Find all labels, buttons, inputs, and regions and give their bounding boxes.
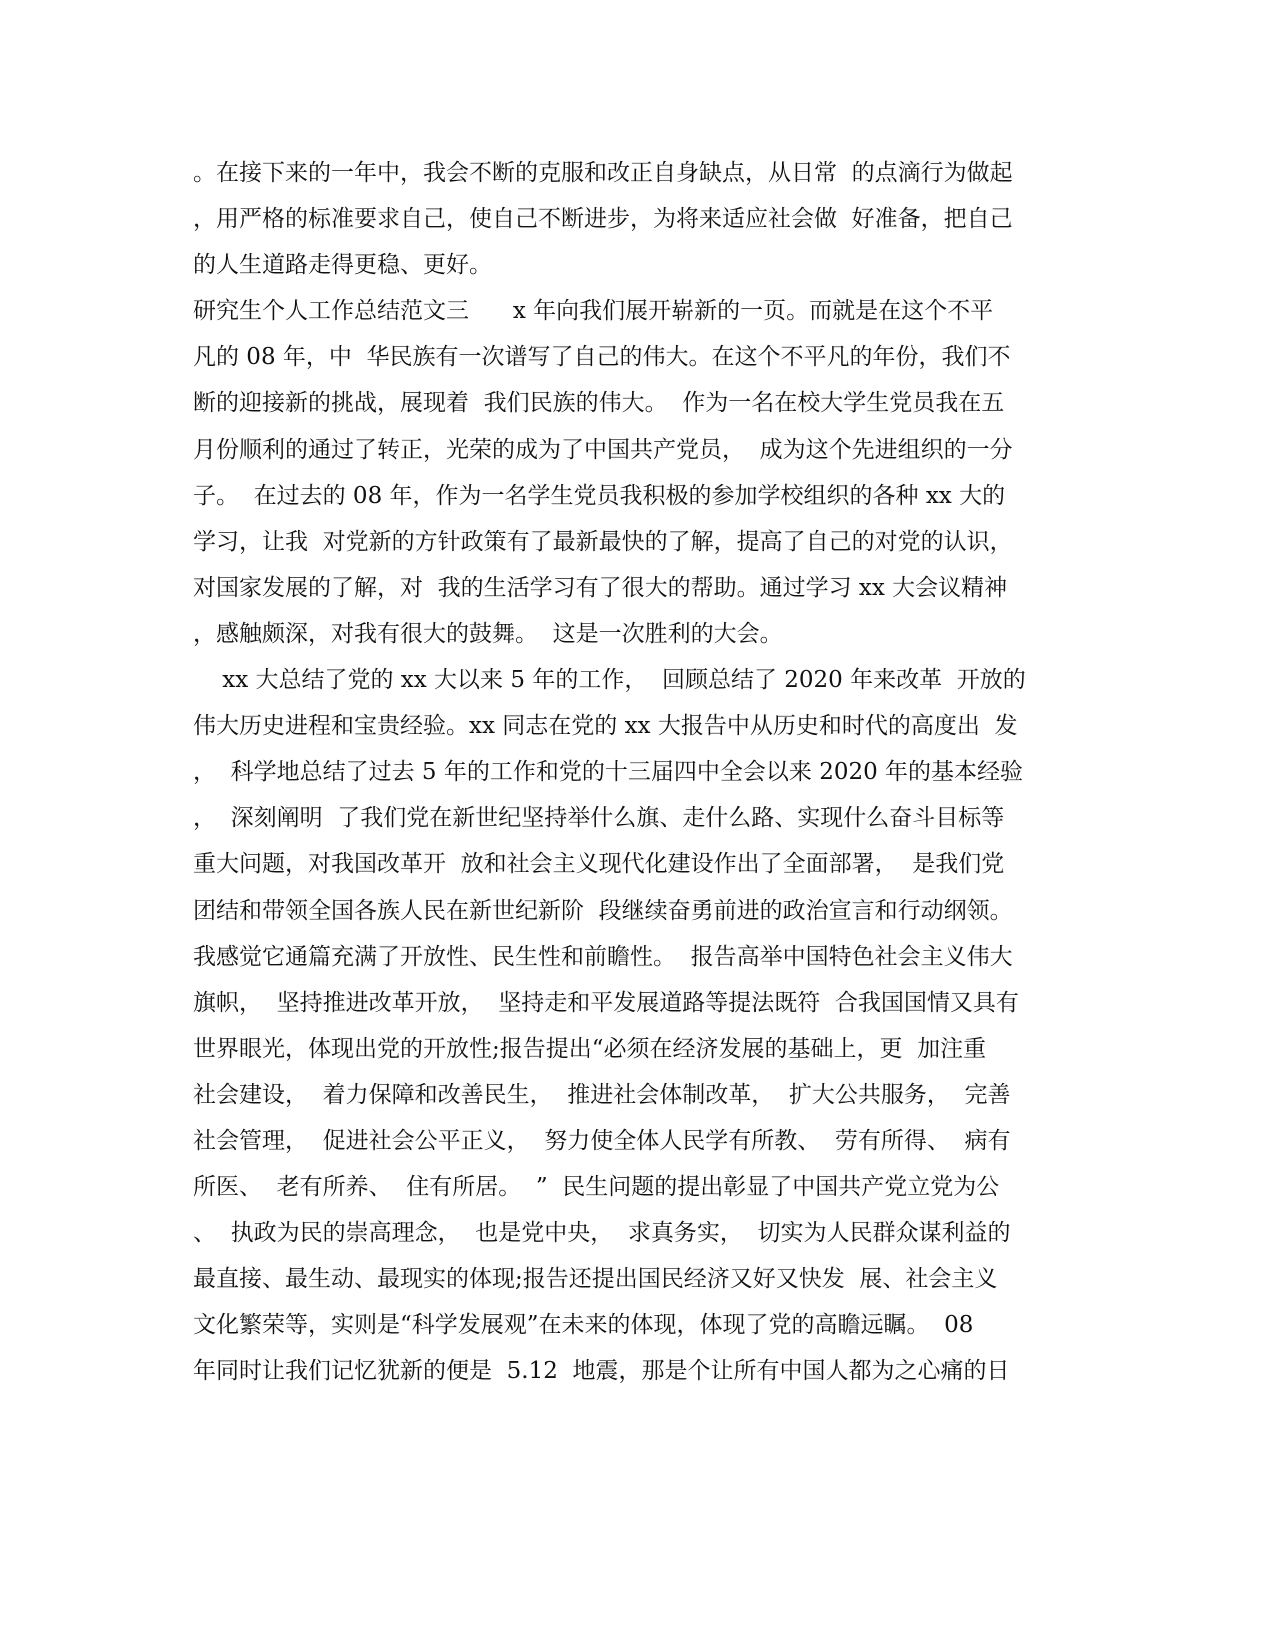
text-line: 断的迎接新的挑战，展现着 我们民族的伟大。 作为一名在校大学生党员我在五: [193, 390, 1005, 417]
text-line: 旗帜， 坚持推进改革开放， 坚持走和平发展道路等提法既符 合我国国情又具有: [193, 989, 1019, 1016]
text-line: 社会管理， 促进社会公平正义， 努力使全体人民学有所教、 劳有所得、 病有: [193, 1127, 1011, 1154]
text-line: ，感触颇深，对我有很大的鼓舞。 这是一次胜利的大会。: [193, 620, 783, 647]
section-heading-line: 研究生个人工作总结范文三 x 年向我们展开崭新的一页。而就是在这个不平: [193, 298, 994, 325]
text-line: 团结和带领全国各族人民在新世纪新阶 段继续奋勇前进的政治宣言和行动纲领。: [193, 897, 1013, 924]
text-line: 我感觉它通篇充满了开放性、民生性和前瞻性。 报告高举中国特色社会主义伟大: [193, 943, 1013, 970]
text-line: ， 科学地总结了过去 5 年的工作和党的十三届四中全会以来 2020 年的基本经验: [193, 759, 1024, 786]
text-line: 最直接、最生动、最现实的体现;报告还提出国民经济又好又快发 展、社会主义: [193, 1266, 998, 1293]
text-line: 、 执政为民的崇高理念， 也是党中央， 求真务实， 切实为人民群众谋利益的: [193, 1220, 1011, 1247]
text-line: 重大问题，对我国改革开 放和社会主义现代化建设作出了全面部署， 是我们党: [193, 851, 1005, 878]
text-line: 文化繁荣等，实则是“科学发展观”在未来的体现，体现了党的高瞻远瞩。 08: [193, 1312, 974, 1339]
text-line: 所医、 老有所养、 住有所居。 ” 民生问题的提出彰显了中国共产党立党为公: [193, 1174, 1000, 1201]
text-line: 凡的 08 年，中 华民族有一次谱写了自己的伟大。在这个不平凡的年份，我们不: [193, 344, 1011, 371]
text-line: 子。 在过去的 08 年，作为一名学生党员我积极的参加学校组织的各种 xx 大的: [193, 482, 1006, 509]
document-body: [193, 150, 1083, 1395]
text-line: 的人生道路走得更稳、更好。: [193, 252, 492, 279]
text-line: 。在接下来的一年中，我会不断的克服和改正自身缺点，从日常 的点滴行为做起: [193, 160, 1013, 186]
text-line: ，用严格的标准要求自己，使自己不断进步，为将来适应社会做 好准备，把自己: [193, 206, 1013, 233]
text-line: 社会建设， 着力保障和改善民生， 推进社会体制改革， 扩大公共服务， 完善: [193, 1081, 1011, 1108]
text-line: 学习，让我 对党新的方针政策有了最新最快的了解，提高了自己的对党的认识，: [193, 528, 1013, 555]
text-line: ， 深刻阐明 了我们党在新世纪坚持举什么旗、走什么路、实现什么奋斗目标等: [193, 805, 1005, 832]
text-line: 对国家发展的了解，对 我的生活学习有了很大的帮助。通过学习 xx 大会议精神: [193, 574, 1008, 601]
text-line: xx 大总结了党的 xx 大以来 5 年的工作， 回顾总结了 2020 年来改革 开放的: [193, 667, 1026, 694]
text-line: 世界眼光，体现出党的开放性;报告提出“必须在经济发展的基础上，更 加注重: [193, 1035, 987, 1062]
text-line: 月份顺利的通过了转正，光荣的成为了中国共产党员， 成为这个先进组织的一分: [193, 436, 1013, 463]
text-line: 伟大历史进程和宝贵经验。xx 同志在党的 xx 大报告中从历史和时代的高度出 发: [193, 713, 1018, 740]
text-line: 年同时让我们记忆犹新的便是 5.12 地震，那是个让所有中国人都为之心痛的日: [193, 1358, 1010, 1385]
